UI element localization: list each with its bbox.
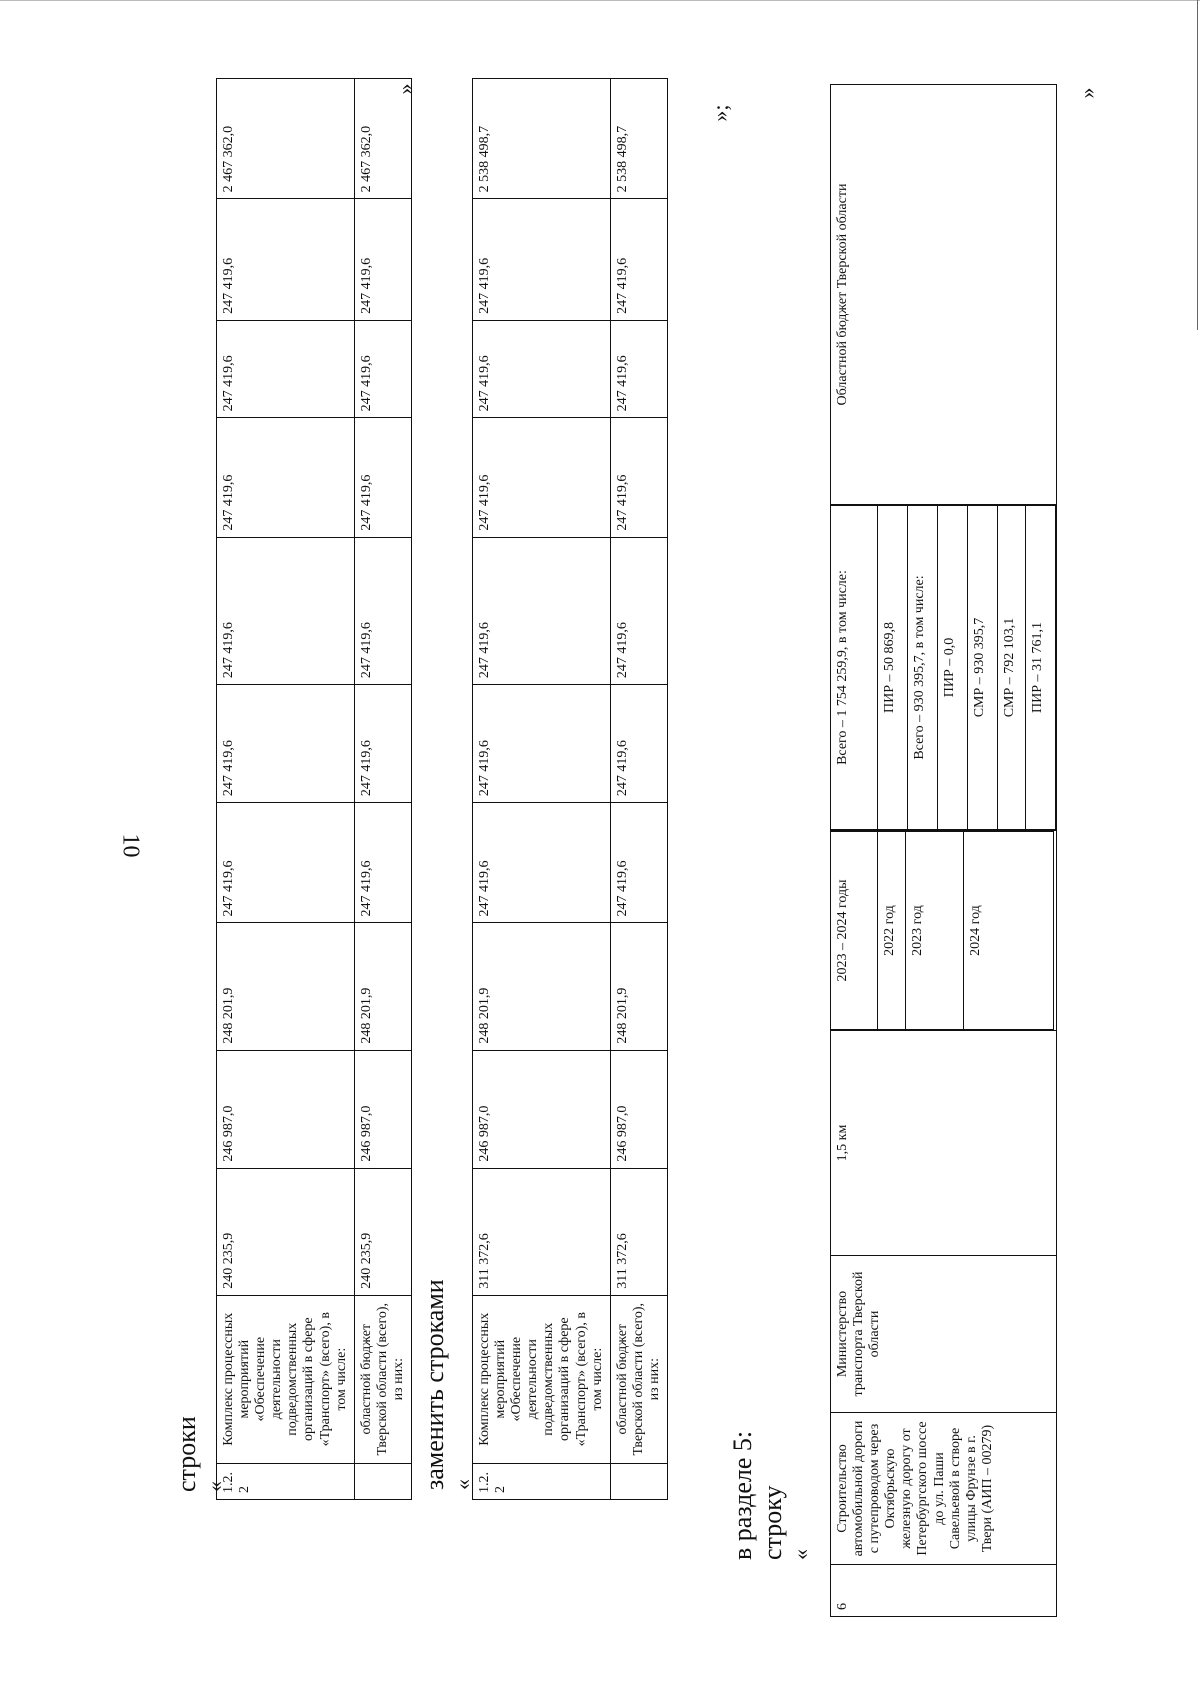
section2-quote-close: »; — [707, 104, 733, 122]
section2-quote-open: « — [450, 1479, 475, 1490]
row-name: областной бюджет Тверской области (всего), из них: — [610, 1295, 667, 1463]
value-cell: 311 372,6 — [473, 1168, 611, 1295]
amount: ПИР – 50 869,8 — [877, 506, 907, 830]
page-number: 10 — [117, 833, 144, 858]
amount: ПИР – 0,0 — [937, 506, 967, 830]
section3-quote-close: » — [1074, 87, 1100, 99]
value-cell: 247 419,6 — [217, 537, 355, 685]
periods-cell — [831, 831, 1057, 1031]
section2-heading: заменить строками — [420, 1279, 449, 1490]
amount: Всего – 1 754 259,9, в том числе: — [831, 506, 877, 830]
row-number — [354, 1463, 411, 1499]
value-cell: 247 419,6 — [354, 685, 411, 803]
section1-heading: строки — [172, 1416, 201, 1492]
value-cell: 247 419,6 — [610, 418, 667, 537]
row-number: 1.2.2 — [217, 1463, 355, 1499]
period: 2023 – 2024 годы — [831, 832, 877, 1030]
object-name: Строительство автомобильной дороги с путепроводом через Октябрьскую железную дорогу от Петербургского шоссе до ул. Паши Савельевой в створе улицы Фрунзе в г. Твери (АИП – 00279) — [831, 1413, 1057, 1565]
value-cell: 247 419,6 — [610, 320, 667, 418]
value-cell: 247 419,6 — [354, 320, 411, 418]
row-name: Комплекс процессных мероприятий «Обеспечение деятельности подведомственных организаций в сфере «Транспорт» (всего), в том числе: — [473, 1295, 611, 1463]
section3-table-wrap — [830, 84, 1057, 1617]
section2-heading-block — [420, 1279, 476, 1490]
page-right-edge — [1197, 0, 1198, 330]
value-cell: 248 201,9 — [473, 923, 611, 1050]
row-number: 1.2.2 — [473, 1463, 611, 1499]
section1-quote-close: » — [392, 83, 418, 95]
section1-table — [216, 78, 412, 1500]
funding-source: Областной бюджет Тверской области — [831, 85, 1057, 505]
row-number — [610, 1463, 667, 1499]
value-cell: 247 419,6 — [354, 199, 411, 320]
value-cell: 246 987,0 — [473, 1050, 611, 1168]
value-cell: 247 419,6 — [217, 685, 355, 803]
value-cell: 248 201,9 — [354, 923, 411, 1050]
total-cell: 2 467 362,0 — [217, 79, 355, 199]
total-cell: 2 467 362,0 — [354, 79, 411, 199]
amount: СМР – 930 395,7 — [967, 506, 997, 830]
period: 2024 год — [963, 832, 1053, 1030]
value-cell: 247 419,6 — [217, 199, 355, 320]
table-row — [831, 85, 1057, 1617]
value-cell: 247 419,6 — [473, 685, 611, 803]
value-cell: 240 235,9 — [217, 1168, 355, 1295]
value-cell: 247 419,6 — [610, 685, 667, 803]
section1-table-wrap — [216, 78, 412, 1500]
period: 2023 год — [905, 832, 963, 1030]
table-row — [217, 79, 355, 1500]
customer: Министерство транспорта Тверской области — [831, 1256, 1057, 1413]
value-cell: 247 419,6 — [217, 320, 355, 418]
amount: ПИР – 31 761,1 — [1025, 506, 1055, 830]
value-cell: 247 419,6 — [354, 537, 411, 685]
section3-subheading: строку — [758, 1485, 787, 1560]
value-cell: 247 419,6 — [473, 320, 611, 418]
value-cell: 247 419,6 — [473, 199, 611, 320]
row-name: Комплекс процессных мероприятий «Обеспечение деятельности подведомственных организаций в сфере «Транспорт» (всего), в том числе: — [217, 1295, 355, 1463]
value-cell: 247 419,6 — [354, 803, 411, 923]
section2-table — [472, 78, 668, 1500]
amount: СМР – 792 103,1 — [997, 506, 1025, 830]
total-cell: 2 538 498,7 — [473, 79, 611, 199]
section3-heading: в разделе 5: — [728, 1430, 757, 1560]
value-cell: 247 419,6 — [473, 803, 611, 923]
periods-table — [831, 831, 1054, 1030]
value-cell: 248 201,9 — [610, 923, 667, 1050]
period: 2022 год — [877, 832, 905, 1030]
section3-table — [830, 84, 1057, 1617]
row-name: областной бюджет Тверской области (всего), из них: — [354, 1295, 411, 1463]
table-row — [610, 79, 667, 1500]
section2-table-wrap — [472, 78, 668, 1500]
value-cell: 240 235,9 — [354, 1168, 411, 1295]
value-cell: 247 419,6 — [473, 418, 611, 537]
total-cell: 2 538 498,7 — [610, 79, 667, 199]
amounts-table — [831, 505, 1056, 830]
value-cell: 247 419,6 — [217, 418, 355, 537]
table-row — [473, 79, 611, 1500]
amounts-cell — [831, 505, 1057, 831]
section3-heading-block — [728, 1431, 814, 1560]
value-cell: 311 372,6 — [610, 1168, 667, 1295]
value-cell: 247 419,6 — [354, 418, 411, 537]
value-cell: 246 987,0 — [354, 1050, 411, 1168]
value-cell: 247 419,6 — [217, 803, 355, 923]
value-cell: 247 419,6 — [610, 199, 667, 320]
capacity: 1,5 км — [831, 1031, 1057, 1256]
section3-quote-open: « — [788, 1549, 813, 1560]
value-cell: 248 201,9 — [217, 923, 355, 1050]
value-cell: 247 419,6 — [473, 537, 611, 685]
section1-quote-open: « — [202, 1481, 227, 1492]
row-number: 6 — [831, 1565, 1057, 1617]
amount: Всего – 930 395,7, в том числе: — [907, 506, 937, 830]
value-cell: 246 987,0 — [217, 1050, 355, 1168]
table-row — [354, 79, 411, 1500]
value-cell: 247 419,6 — [610, 537, 667, 685]
value-cell: 246 987,0 — [610, 1050, 667, 1168]
page-top-edge — [0, 0, 1200, 1]
value-cell: 247 419,6 — [610, 803, 667, 923]
